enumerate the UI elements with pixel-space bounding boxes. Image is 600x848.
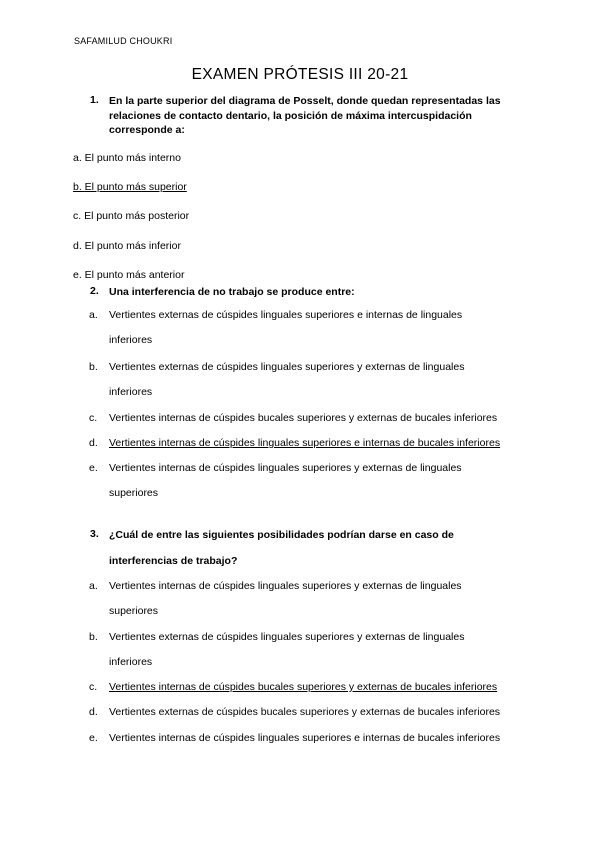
question-2-letter-b: b. <box>89 361 98 373</box>
question-2-option-a: Vertientes externas de cúspides linguales superiores e internas de linguales inferiores <box>109 309 463 346</box>
question-3-option-a: Vertientes internas de cúspides linguales superiores y externas de linguales superiores <box>109 580 462 617</box>
question-2-letter-a: a. <box>89 309 98 321</box>
question-2-letter-c: c. <box>89 412 98 424</box>
question-3-option-d: Vertientes externas de cúspides bucales superiores y externas de bucales inferiores <box>109 706 501 718</box>
question-1-number: 1. <box>90 94 99 106</box>
question-3-letter-c: c. <box>89 681 98 693</box>
question-3-option-e: Vertientes internas de cúspides linguales superiores e internas de bucales inferiores <box>109 732 501 744</box>
question-3-letter-e: e. <box>89 732 98 744</box>
question-1-option-d: d. El punto más inferior <box>73 240 181 252</box>
author-header: SAFAMILUD CHOUKRI <box>74 36 173 46</box>
question-1-option-b-selected: b. El punto más superior <box>73 181 187 193</box>
question-2-option-e: Vertientes internas de cúspides linguales superiores y externas de linguales superiores <box>109 462 462 499</box>
question-1-option-c: c. El punto más posterior <box>73 210 190 222</box>
exam-title: EXAMEN PRÓTESIS III 20-21 <box>191 66 409 83</box>
question-2-number: 2. <box>90 285 99 297</box>
question-3-letter-a: a. <box>89 580 98 592</box>
question-2-text: Una interferencia de no trabajo se produce entre: <box>109 286 355 298</box>
question-3-letter-d: d. <box>89 706 98 718</box>
question-2-letter-d: d. <box>89 437 98 449</box>
question-1-text: En la parte superior del diagrama de Posselt, donde quedan representadas las relaciones de contacto dentario, la posición de máxima intercuspidación corresponde a: <box>109 95 501 136</box>
question-3-number: 3. <box>90 528 99 540</box>
question-2-option-c: Vertientes internas de cúspides bucales superiores y externas de bucales inferiores <box>109 412 498 424</box>
question-2-letter-e: e. <box>89 462 98 474</box>
question-3-option-c-selected: Vertientes internas de cúspides bucales superiores y externas de bucales inferiores <box>109 681 498 693</box>
question-2-option-d-selected: Vertientes internas de cúspides linguales superiores e internas de bucales inferiores <box>109 437 501 449</box>
question-3-letter-b: b. <box>89 631 98 643</box>
question-1-option-e: e. El punto más anterior <box>73 269 185 281</box>
question-2-option-b: Vertientes externas de cúspides linguales superiores y externas de linguales inferiores <box>109 361 465 398</box>
question-1-option-a: a. El punto más interno <box>73 152 181 164</box>
question-3-text: ¿Cuál de entre las siguientes posibilidades podrían darse en caso de interferencias de trabajo? <box>109 529 454 567</box>
question-3-option-b: Vertientes externas de cúspides linguales superiores y externas de linguales inferiores <box>109 631 465 668</box>
